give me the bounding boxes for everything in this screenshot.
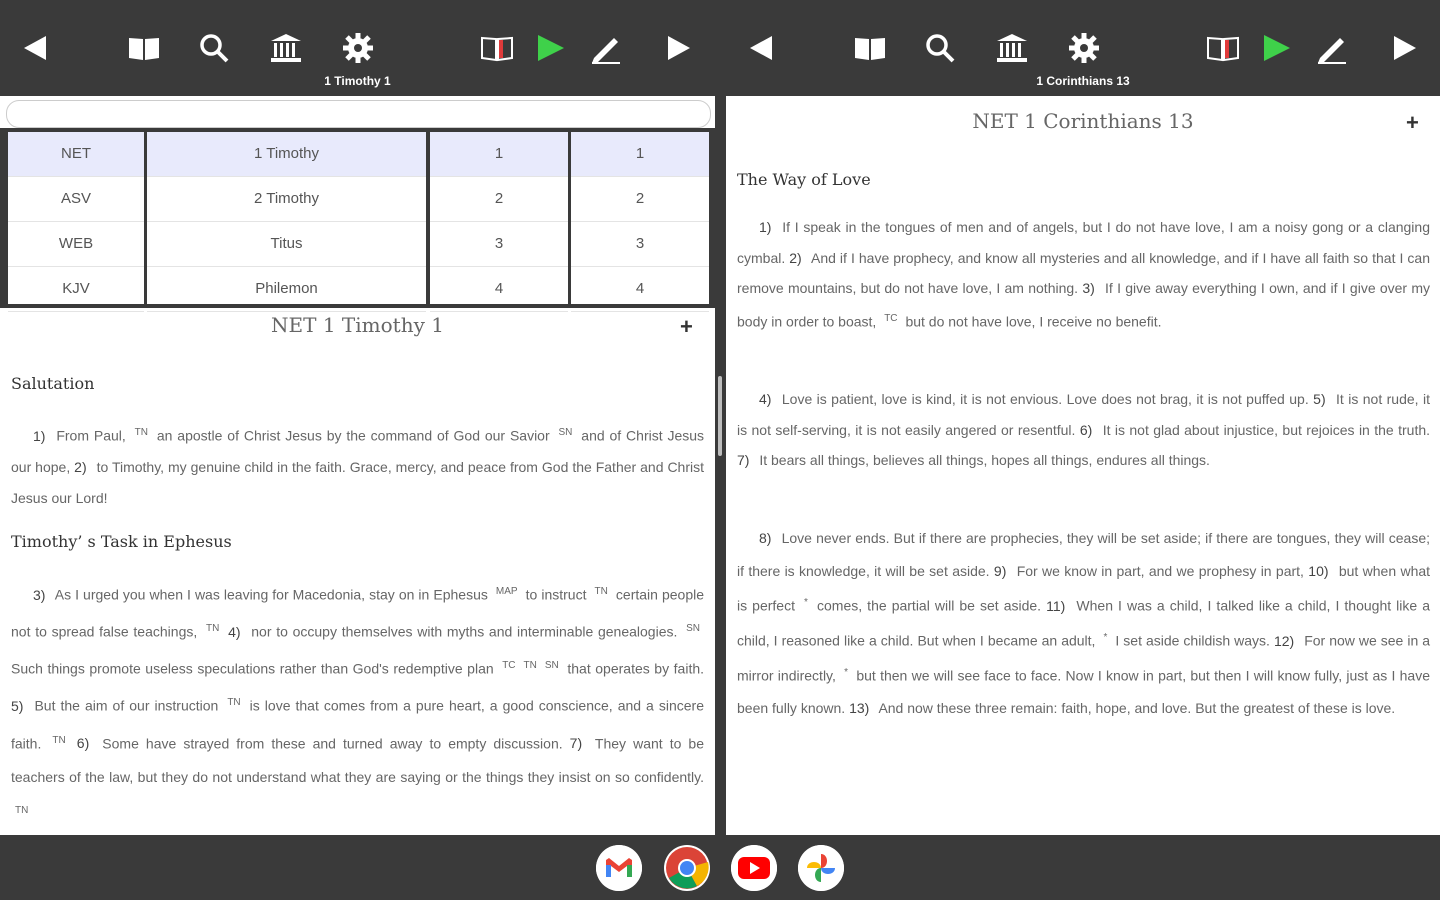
- gear-icon[interactable]: [1064, 30, 1104, 70]
- passage-paragraph: [737, 522, 1430, 725]
- verse-number[interactable]: 6): [1079, 421, 1093, 438]
- forward-arrow-icon[interactable]: [1384, 30, 1424, 70]
- verse-text: to Timothy, my genuine child in the faith. Grace, mercy, and peace from God the Father and Christ Jesus our Lord!: [11, 458, 704, 506]
- right-toolbar: [726, 0, 1440, 96]
- note-marker[interactable]: TN: [227, 697, 241, 709]
- chapter-cell[interactable]: 2: [430, 177, 568, 222]
- verse-number[interactable]: 2): [74, 458, 87, 475]
- parallel-view-icon[interactable]: [1203, 30, 1243, 70]
- note-marker[interactable]: TN: [594, 586, 608, 597]
- chapter-column: [430, 132, 568, 304]
- verse-text: Some have strayed from these and turned away to empty discussion.: [102, 735, 563, 752]
- verse-text: certain people not to spread false teachings,: [11, 586, 705, 640]
- search-input[interactable]: [6, 100, 711, 128]
- verse-text: but then we will see face to face. Now I know in part, but then I will know fully, just as I have been fully known.: [737, 667, 1431, 717]
- note-marker[interactable]: *: [1103, 632, 1108, 644]
- passage-paragraph: [11, 417, 704, 514]
- verse-text: But the aim of our instruction: [34, 698, 219, 715]
- play-icon[interactable]: [1256, 30, 1296, 70]
- gear-icon[interactable]: [338, 30, 378, 70]
- verse-number[interactable]: 1): [759, 219, 772, 235]
- chapter-cell[interactable]: 3: [430, 222, 568, 267]
- note-marker[interactable]: TN: [15, 805, 29, 817]
- verse-cell[interactable]: 2: [571, 177, 709, 222]
- library-icon[interactable]: [266, 30, 306, 70]
- toolbar-reference: 1 Timothy 1: [324, 74, 391, 88]
- verse-cell[interactable]: 4: [571, 267, 709, 312]
- book-cell[interactable]: 2 Timothy: [147, 177, 426, 222]
- verse-text: If I speak in the tongues of men and of angels, but I do not have love, I am a noisy gong or a clanging cymbal.: [737, 219, 1430, 266]
- verse-number[interactable]: 4): [759, 391, 772, 407]
- passage-paragraph: [11, 575, 704, 831]
- chapter-cell[interactable]: 1: [430, 132, 568, 177]
- left-toolbar: [0, 0, 715, 96]
- note-marker[interactable]: SN: [544, 660, 559, 672]
- youtube-icon[interactable]: [731, 845, 777, 891]
- section-heading: Salutation: [11, 374, 95, 393]
- pen-icon[interactable]: [586, 30, 626, 70]
- verse-text: It bears all things, believes all things, hopes all things, endures all things.: [759, 452, 1210, 468]
- verse-text: And if I have prophecy, and know all mysteries and all knowledge, and if I have all faith so that I can remove mountains, but do not have love, I am nothing.: [737, 249, 1430, 296]
- verse-text: but when what is perfect: [737, 562, 1431, 614]
- verse-text: comes, the partial will be set aside.: [817, 597, 1042, 614]
- verse-text: but do not have love, I receive no benefit.: [905, 313, 1162, 330]
- gmail-icon[interactable]: [596, 845, 642, 891]
- version-cell[interactable]: NET: [8, 132, 144, 177]
- verse-text: For now we see in a mirror indirectly,: [737, 632, 1431, 684]
- note-marker[interactable]: TN: [52, 734, 66, 746]
- note-marker[interactable]: TN: [134, 427, 148, 438]
- verse-text: and of Christ Jesus our hope,: [11, 427, 705, 475]
- note-marker[interactable]: SN: [558, 427, 573, 438]
- verse-number[interactable]: 13): [849, 700, 870, 717]
- verse-text: Such things promote useless speculations rather than God's redemptive plan: [11, 660, 494, 677]
- pen-icon[interactable]: [1312, 30, 1352, 70]
- version-column: [8, 132, 144, 304]
- book-cell[interactable]: Titus: [147, 222, 426, 267]
- verse-text: is love that comes from a pure heart, a good conscience, and a sincere faith.: [11, 698, 704, 752]
- verse-text: to instruct: [525, 586, 587, 603]
- chrome-icon[interactable]: [664, 845, 710, 891]
- search-icon[interactable]: [194, 30, 234, 70]
- verse-text: I set aside childish ways.: [1115, 632, 1270, 649]
- left-pane: [0, 0, 715, 835]
- verse-text: When I was a child, I talked like a child, I thought like a child, I reasoned like a child. But when I became an adult,: [737, 597, 1431, 649]
- section-heading: The Way of Love: [737, 170, 871, 189]
- verse-text: They want to be teachers of the law, but they do not understand what they are saying or the things they insist on so confidently.: [11, 735, 704, 785]
- verse-number[interactable]: 11): [1046, 597, 1066, 614]
- add-button[interactable]: +: [680, 314, 693, 339]
- search-icon[interactable]: [920, 30, 960, 70]
- passage-paragraph: [737, 212, 1430, 337]
- chapter-title: NET 1 Corinthians 13: [972, 109, 1194, 133]
- back-arrow-icon[interactable]: [742, 30, 782, 70]
- verse-number[interactable]: 5): [1313, 391, 1326, 407]
- note-marker[interactable]: TC: [884, 312, 898, 324]
- book-icon[interactable]: [124, 30, 164, 70]
- verse-text: that operates by faith.: [567, 660, 705, 677]
- verse-cell[interactable]: 1: [571, 132, 709, 177]
- verse-number[interactable]: 2): [789, 249, 802, 266]
- note-marker[interactable]: SN: [686, 623, 701, 635]
- verse-column: [571, 132, 709, 304]
- chapter-title: NET 1 Timothy 1: [271, 313, 444, 337]
- verse-text: From Paul,: [56, 427, 126, 444]
- book-cell[interactable]: Philemon: [147, 267, 426, 312]
- divider-handle[interactable]: [718, 376, 722, 456]
- pane-divider[interactable]: [715, 0, 726, 835]
- verse-number[interactable]: 12): [1273, 632, 1295, 649]
- chapter-cell[interactable]: 4: [430, 267, 568, 312]
- version-cell[interactable]: ASV: [8, 177, 144, 222]
- verse-cell[interactable]: 3: [571, 222, 709, 267]
- verse-text: Love never ends. But if there are prophecies, they will be set aside; if there are tongues, they will cease; if there is knowledge, it will be set aside.: [737, 530, 1431, 579]
- parallel-view-icon[interactable]: [477, 30, 517, 70]
- verse-number[interactable]: 8): [759, 530, 772, 546]
- verse-number[interactable]: 9): [993, 562, 1007, 579]
- taskbar: [0, 835, 1440, 900]
- note-marker[interactable]: TN: [523, 660, 537, 672]
- forward-arrow-icon[interactable]: [658, 30, 698, 70]
- verse-number[interactable]: 1): [33, 427, 46, 444]
- verse-text: It is not glad about injustice, but rejoices in the truth.: [1102, 421, 1431, 438]
- verse-text: Love is patient, love is kind, it is not envious. Love does not brag, it is not puffed up.: [781, 391, 1309, 407]
- version-cell[interactable]: WEB: [8, 222, 144, 267]
- photos-icon[interactable]: [798, 845, 844, 891]
- book-icon[interactable]: [850, 30, 890, 70]
- note-marker[interactable]: TC: [502, 660, 516, 672]
- note-marker[interactable]: MAP: [495, 586, 518, 597]
- verse-number[interactable]: 7): [737, 452, 750, 468]
- note-marker[interactable]: *: [804, 597, 808, 608]
- verse-number[interactable]: 3): [1082, 280, 1095, 296]
- verse-text: It is not rude, it is not self-serving, it is not easily angered or resentful.: [737, 391, 1430, 438]
- note-marker[interactable]: *: [844, 667, 849, 679]
- book-cell[interactable]: 1 Timothy: [147, 132, 426, 177]
- play-icon[interactable]: [530, 30, 570, 70]
- toolbar-reference: 1 Corinthians 13: [1036, 74, 1130, 88]
- verse-text: And now these three remain: faith, hope, and love. But the greatest of these is love.: [878, 700, 1396, 717]
- passage-paragraph: [737, 384, 1430, 476]
- verse-number[interactable]: 6): [76, 735, 90, 752]
- library-icon[interactable]: [992, 30, 1032, 70]
- section-heading: Timothy’ s Task in Ephesus: [11, 532, 232, 551]
- verse-text: As I urged you when I was leaving for Macedonia, stay on in Ephesus: [54, 586, 488, 603]
- right-pane: [726, 0, 1440, 835]
- back-arrow-icon[interactable]: [16, 30, 56, 70]
- verse-text: nor to occupy themselves with myths and interminable genealogies.: [251, 623, 678, 640]
- add-button[interactable]: +: [1406, 110, 1419, 135]
- verse-number[interactable]: 7): [569, 735, 583, 752]
- version-cell[interactable]: KJV: [8, 267, 144, 312]
- verse-number[interactable]: 4): [228, 623, 241, 640]
- verse-text: For we know in part, and we prophesy in part,: [1016, 562, 1304, 579]
- verse-text: an apostle of Christ Jesus by the command of God our Savior: [156, 427, 550, 444]
- book-column: [147, 132, 426, 304]
- verse-number[interactable]: 3): [33, 586, 46, 603]
- note-marker[interactable]: TN: [205, 623, 220, 635]
- verse-number[interactable]: 10): [1308, 562, 1329, 579]
- verse-number[interactable]: 5): [11, 698, 24, 715]
- verse-text: If I give away everything I own, and if I give over my body in order to boast,: [737, 280, 1431, 330]
